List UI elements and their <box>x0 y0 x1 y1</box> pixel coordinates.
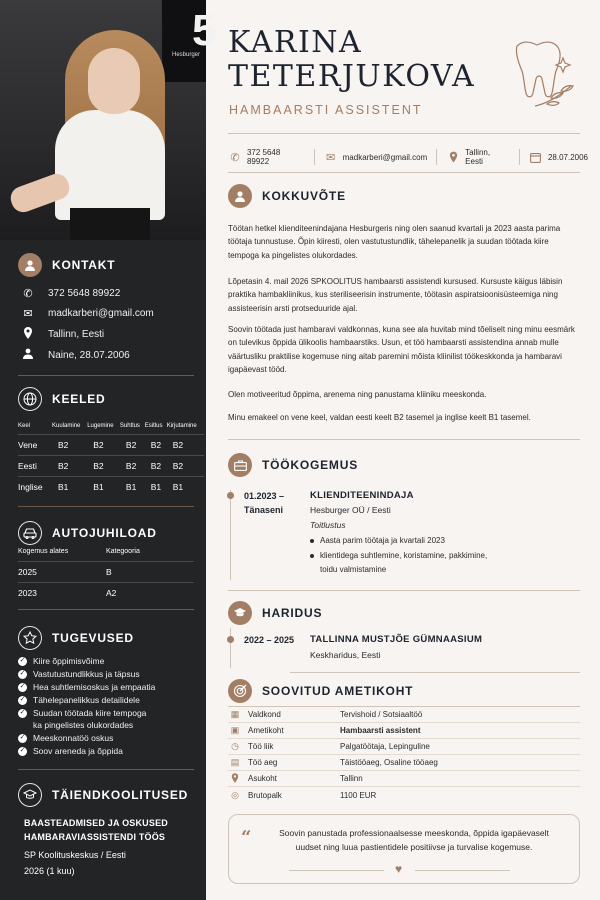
lang-level: B1 <box>167 477 204 498</box>
strip-city-text: Tallinn, Eesti <box>465 148 491 166</box>
clock-icon: ◷ <box>231 741 239 751</box>
wish-value: Palgatöötaja, Lepinguline <box>340 742 430 751</box>
summary-paragraph: Minu emakeel on vene keel, valdan eesti keelt B2 tasemel ja inglise keelt B1 tasemel. <box>228 413 531 422</box>
person-icon <box>18 253 42 277</box>
profile-photo <box>0 0 217 240</box>
check-icon: ✓ <box>19 696 26 703</box>
lang-level: B2 <box>87 435 120 456</box>
quote-line1: Soovin panustada professionaalsesse meeskonda, õppida igapäevaselt <box>279 828 549 838</box>
job-bullet-text: klientidega suhtlemine, koristamine, pakkimine, <box>320 551 488 560</box>
training-duration: 2026 (1 kuu) <box>24 866 75 876</box>
strength-text: Kiire õppimisvõime <box>33 656 105 666</box>
check-icon: ✓ <box>19 709 26 716</box>
training-provider: SP Koolituskeskus / Eesti <box>24 850 126 860</box>
list-item <box>18 681 155 693</box>
photo-body <box>55 110 165 220</box>
quote-box <box>228 814 580 884</box>
licenses-title: AUTOJUHILOAD <box>52 526 157 540</box>
job-type: Toitlustus <box>310 520 346 530</box>
divider <box>228 590 580 591</box>
wish-label: Töö aeg <box>248 758 278 767</box>
lang-level: B2 <box>87 456 120 477</box>
languages-title: KEELED <box>52 392 106 406</box>
job-date-end: Tänaseni <box>244 505 284 515</box>
lang-header: Keel <box>18 423 31 429</box>
experience-header <box>228 453 358 477</box>
strengths-title: TUGEVUSED <box>52 631 134 645</box>
car-icon <box>18 521 42 545</box>
lang-name: Eesti <box>18 456 52 477</box>
lang-level: B1 <box>145 477 167 498</box>
education-dates: 2022 – 2025 <box>244 635 295 645</box>
lang-level: B2 <box>52 435 87 456</box>
job-position: KLIENDITEENINDAJA <box>310 490 414 501</box>
strip-birthdate-text: 28.07.2006 <box>547 152 588 162</box>
wish-label: Asukoht <box>248 774 277 783</box>
lang-level: B2 <box>167 456 204 477</box>
education-school: TALLINNA MUSTJÕE GÜMNAASIUM <box>310 634 483 645</box>
strip-city <box>446 148 510 166</box>
languages-section-header <box>18 387 194 411</box>
mail-icon: ✉ <box>326 151 336 164</box>
job-bullet-text: toidu valmistamine <box>320 565 387 574</box>
list-item <box>18 694 140 706</box>
license-header: Kategooria <box>106 548 140 555</box>
quote-line2: uudset ning luua pastientidele positiivse ja turvalise kogemuse. <box>295 842 533 852</box>
divider <box>228 133 580 134</box>
training-title: TÄIENDKOOLITUSED <box>52 788 189 802</box>
strength-text: ka pingelistes olukordades <box>33 720 134 730</box>
job-title: HAMBAARSTI ASSISTENT <box>229 103 423 117</box>
strength-text: Tähelepanelikkus detailidele <box>33 695 140 705</box>
contact-strip <box>228 148 588 166</box>
table-row <box>18 477 204 498</box>
lang-level: B2 <box>120 456 145 477</box>
person-icon <box>228 184 252 208</box>
summary-paragraph: Lõpetasin 4. mail 2026 SPKOOLITUS hambaarsti assistendi kursused. Kursuste käigus läbisin praktika hambakliinikus, kus steriliseerisin instrumente, töötasin aspiratsioonisüsteemiga ning assisteerisin arsti protseduuride ajal. <box>228 277 563 313</box>
contact-email-text: madkarberi@gmail.com <box>48 308 154 319</box>
experience-title: TÖÖKOGEMUS <box>262 458 359 472</box>
bullet-icon <box>310 539 314 543</box>
calendar-icon: ▤ <box>230 757 240 767</box>
sign-text: Hesburger <box>172 52 201 58</box>
lang-name: Inglise <box>18 477 52 498</box>
table-row <box>18 562 194 583</box>
license-year: 2023 <box>18 583 106 604</box>
phone-icon: ✆ <box>23 288 33 300</box>
job-company: Hesburger OÜ / Eesti <box>310 505 391 515</box>
star-icon <box>18 626 42 650</box>
separator <box>436 149 437 165</box>
summary-header <box>228 184 346 208</box>
lang-header: Kuulamine <box>52 423 81 429</box>
table-row <box>18 435 204 456</box>
check-icon: ✓ <box>19 747 26 754</box>
wish-label: Ametikoht <box>248 726 284 735</box>
contact-gender-text: Naine, 28.07.2006 <box>48 349 130 361</box>
table-row <box>228 755 580 771</box>
lang-header: Lugemine <box>87 423 114 429</box>
divider <box>18 375 194 376</box>
summary-paragraph: Soovin töötada just hambaravi valdkonnas, kuna see ala huvitab mind tõeliselt ning minu eesmärk on tulevikus õppida ülikoolis hambaarstiks. Usun, et töö hambaarsti assistendina annab mulle väärtusliku praktilise kogemuse ning aitab paremini mõista kliinilist töökeskkonda ja hambaravi igapäevast tööd. <box>228 325 575 374</box>
photo-face <box>88 48 140 114</box>
summary-paragraph: Olen motiveeritud õppima, arenema ning panustama kliiniku meeskonda. <box>228 390 487 399</box>
contact-gender-birth <box>22 348 130 362</box>
strip-phone-text: 372 5648 89922 <box>246 148 281 166</box>
wish-label: Töö liik <box>248 742 274 751</box>
lang-level: B2 <box>145 435 167 456</box>
table-row <box>228 707 580 723</box>
check-icon: ✓ <box>19 657 26 664</box>
divider <box>290 672 580 673</box>
languages-table <box>18 421 204 497</box>
table-row <box>228 787 580 803</box>
graduation-cap-icon <box>18 783 42 807</box>
quote-divider <box>289 870 384 871</box>
grid-icon: ▦ <box>230 709 240 719</box>
table-row <box>228 771 580 787</box>
check-icon: ✓ <box>19 683 26 690</box>
quote-text <box>259 826 569 854</box>
strength-text: Vastutustundlikkus ja täpsus <box>33 669 140 679</box>
license-category: B <box>106 562 194 583</box>
desired-job-title: SOOVITUD AMETIKOHT <box>262 684 414 698</box>
list-item <box>310 534 445 547</box>
wish-value: Täistööaeg, Osaline tööaeg <box>340 758 438 767</box>
job-date-start: 01.2023 – <box>244 491 285 501</box>
list-item-continuation <box>33 719 133 731</box>
contact-phone-text: 372 5648 89922 <box>48 288 121 299</box>
strip-phone <box>228 148 305 166</box>
pin-icon <box>22 327 34 342</box>
list-item <box>18 745 123 757</box>
strip-email-text: madkarberi@gmail.com <box>342 152 428 162</box>
training-course-line2: HAMBARAVIASSISTENDI TÖÖS <box>24 832 166 842</box>
photo-waist <box>70 208 150 240</box>
lang-level: B1 <box>52 477 87 498</box>
lang-level: B2 <box>167 435 204 456</box>
heart-icon: ♥ <box>395 862 403 876</box>
check-icon: ✓ <box>19 734 26 741</box>
contact-location-text: Tallinn, Eesti <box>48 329 105 340</box>
lang-header: Kirjutamine <box>166 423 197 429</box>
contact-location <box>22 327 104 342</box>
target-icon <box>228 679 252 703</box>
timeline-line <box>230 490 231 580</box>
divider <box>228 439 580 440</box>
desired-job-header <box>228 679 413 703</box>
strength-text: Suudan töötada kiire tempoga <box>33 708 147 718</box>
person-icon <box>22 348 34 362</box>
summary-paragraph: Töötan hetkel klienditeenindajana Hesburgeris ning olen saanud kvartali ja 2023 aasta parima töötaja tunnustuse. Õpin kiiresti, olen vastutustundlik, tähelepanelik ja suudan töötada kiire tempoga ka pingelistes olukordades. <box>228 224 561 260</box>
sidebar <box>0 0 217 900</box>
divider <box>18 769 194 770</box>
wish-value: Hambaarsti assistent <box>340 726 421 735</box>
contact-email <box>22 307 154 320</box>
calendar-icon <box>529 150 543 164</box>
separator <box>314 149 315 165</box>
background-sign <box>162 0 217 82</box>
table-row <box>228 739 580 755</box>
strengths-section-header <box>18 626 194 650</box>
separator <box>519 149 520 165</box>
lang-name: Vene <box>18 435 52 456</box>
education-level: Keskharidus, Eesti <box>310 650 381 660</box>
wish-label: Brutopalk <box>248 790 282 800</box>
name-last: TETERJUKOVA <box>228 59 476 94</box>
contact-section-header <box>18 253 194 277</box>
timeline-dot <box>227 492 234 499</box>
pin-icon <box>228 773 242 785</box>
phone-icon: ✆ <box>230 151 240 164</box>
timeline-dot <box>227 636 234 643</box>
globe-icon <box>18 387 42 411</box>
list-item <box>18 732 113 744</box>
quote-mark-icon: “ <box>241 827 252 848</box>
lang-level: B1 <box>87 477 120 498</box>
mail-icon: ✉ <box>23 308 33 320</box>
briefcase-icon: ▣ <box>230 725 240 735</box>
license-header: Kogemus alates <box>18 548 69 555</box>
graduation-cap-icon <box>228 601 252 625</box>
table-row <box>18 456 204 477</box>
education-header <box>228 601 322 625</box>
quote-divider <box>415 870 510 871</box>
bullet-icon <box>310 554 314 558</box>
list-item <box>310 549 487 562</box>
lang-level: B2 <box>145 456 167 477</box>
lang-level: B2 <box>52 456 87 477</box>
pin-icon <box>446 150 460 164</box>
lang-header: Suhtlus <box>119 423 140 429</box>
wish-value: Tallinn <box>340 774 363 783</box>
lang-header: Esitlus <box>144 423 163 429</box>
strip-email <box>324 150 428 164</box>
divider <box>18 506 194 507</box>
list-item <box>18 707 146 719</box>
training-section-header <box>18 783 194 807</box>
training-course-line1: BAASTEADMISED JA OSKUSED <box>24 818 168 828</box>
list-item <box>18 655 104 667</box>
contact-phone <box>22 287 120 300</box>
table-row <box>18 583 194 604</box>
licenses-table <box>18 548 194 603</box>
contact-title: KONTAKT <box>52 258 116 272</box>
lang-level: B1 <box>120 477 145 498</box>
list-item-continuation <box>320 563 386 576</box>
strip-birthdate <box>529 150 588 164</box>
divider <box>228 172 580 173</box>
summary-title: KOKKUVÕTE <box>262 189 346 203</box>
divider <box>18 609 194 610</box>
list-item <box>18 668 140 680</box>
sign-number: 5 <box>192 6 217 55</box>
job-bullet-text: Aasta parim töötaja ja kvartali 2023 <box>320 536 445 545</box>
tooth-logo-icon <box>505 36 585 121</box>
strength-text: Meeskonnatöö oskus <box>33 733 114 743</box>
license-year: 2025 <box>18 562 106 583</box>
wish-label: Valdkond <box>248 710 281 719</box>
table-row <box>228 723 580 739</box>
wish-value: 1100 EUR <box>340 790 377 800</box>
strength-text: Soov areneda ja õppida <box>33 746 123 756</box>
lang-level: B2 <box>120 435 145 456</box>
briefcase-icon <box>228 453 252 477</box>
check-icon: ✓ <box>19 670 26 677</box>
wish-value: Tervishoid / Sotsiaaltöö <box>340 710 423 719</box>
licenses-section-header <box>18 521 194 545</box>
timeline-line <box>230 628 231 668</box>
name-first: KARINA <box>228 25 363 60</box>
money-icon: ◎ <box>231 789 239 800</box>
license-category: A2 <box>106 583 194 604</box>
strength-text: Hea suhtlemisoskus ja empaatia <box>33 682 156 692</box>
education-title: HARIDUS <box>262 606 323 620</box>
